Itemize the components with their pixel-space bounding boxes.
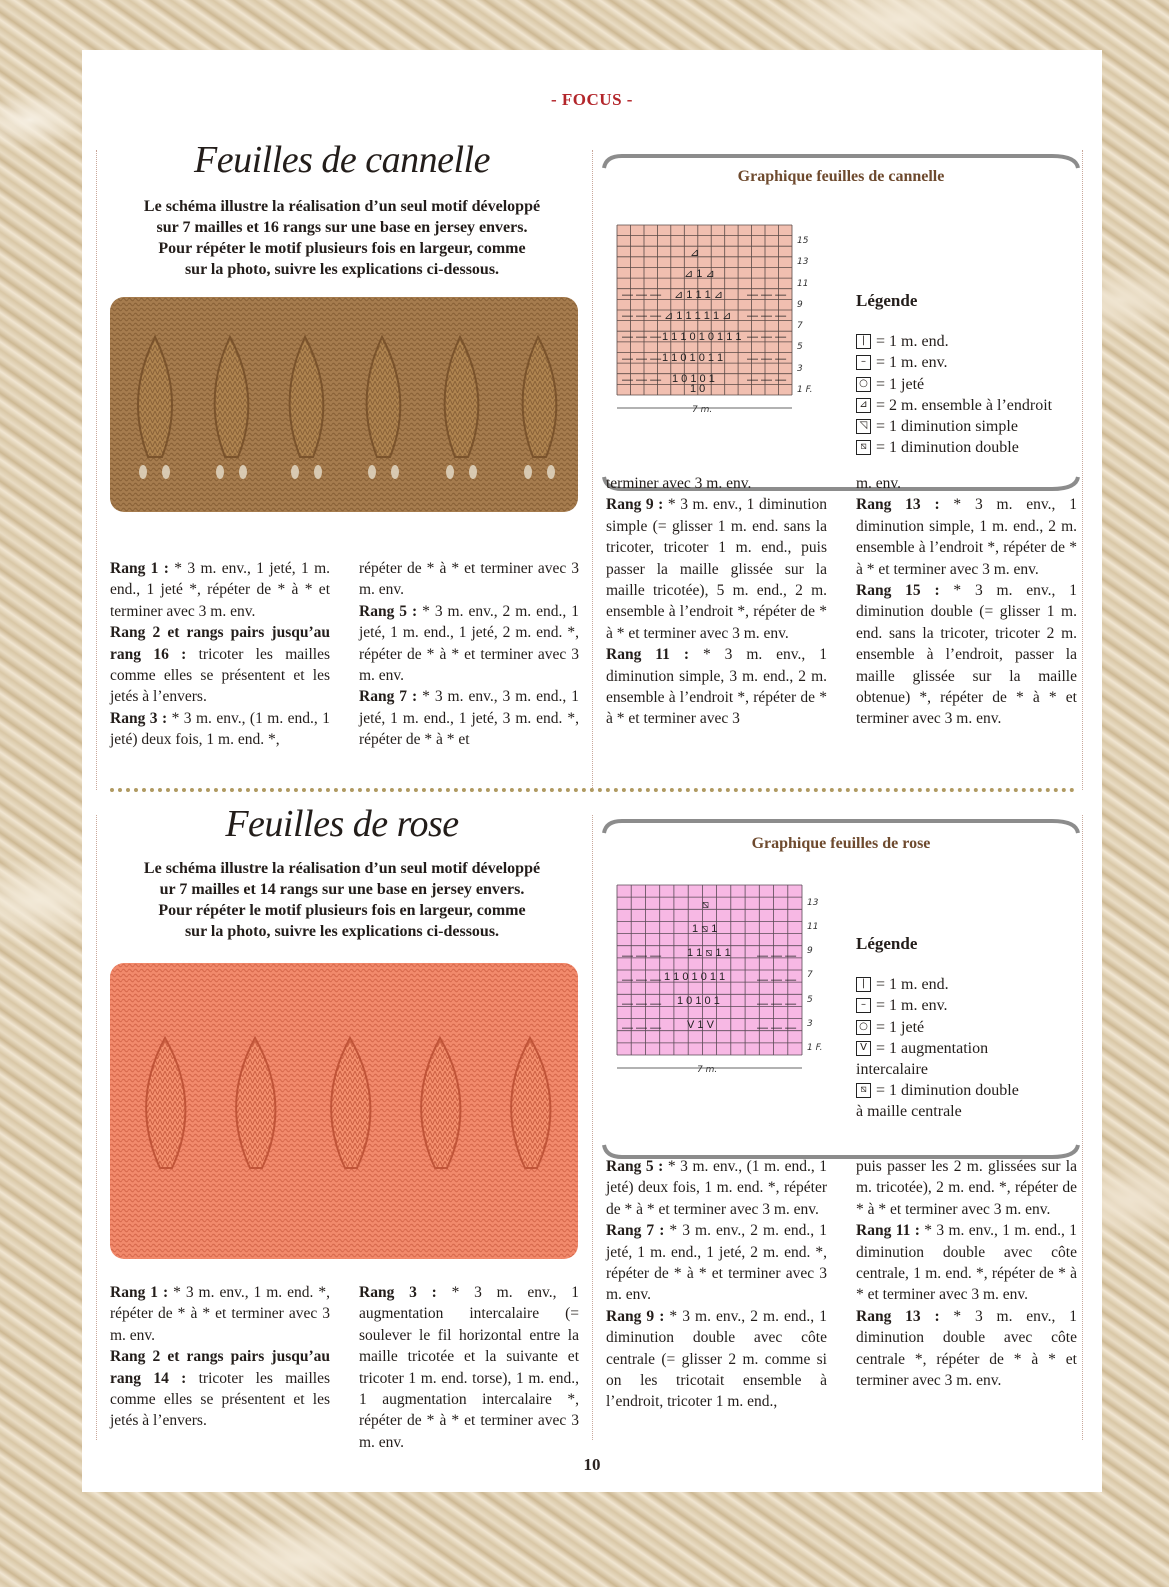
legend-text: = 1 m. env. bbox=[876, 997, 948, 1015]
intro-line: sur la photo, suivre les explications ci-dessous. bbox=[184, 923, 500, 940]
svg-text:1 1 0 1 0 1 1: 1 1 0 1 0 1 1 bbox=[662, 352, 724, 364]
svg-text:1 1 1 0 1 0 1 1 1: 1 1 1 0 1 0 1 1 1 bbox=[662, 331, 742, 343]
instruction-paragraph: terminer avec 3 m. env. bbox=[606, 475, 752, 492]
row-label: Rang 11 : bbox=[606, 646, 689, 664]
intro-line: Pour répéter le motif plusieurs fois en largeur, comme bbox=[158, 240, 526, 257]
instruction-paragraph bbox=[856, 580, 1077, 730]
row-label: Rang 3 : bbox=[110, 709, 168, 727]
row-label: 15 bbox=[797, 236, 809, 246]
rose-knit-photo bbox=[110, 963, 578, 1259]
row-text: * 3 m. env., 1 diminution double avec côte centrale *, répéter de * à * et terminer avec 3 m. env. bbox=[856, 1307, 1077, 1390]
instruction-paragraph bbox=[110, 622, 330, 708]
legend-row bbox=[856, 395, 1080, 416]
row-text: * 3 m. env., (1 m. end., 1 jeté) deux fois, 1 m. end. *, répéter de * à * et terminer avec 3 m. env. bbox=[606, 1158, 827, 1218]
row-text: tricoter les mailles comme elles se présentent et les jetés à l’envers. bbox=[110, 1369, 330, 1430]
width-label: 7 m. bbox=[697, 1065, 718, 1075]
svg-text:— — —: — — — bbox=[747, 310, 787, 322]
instruction-paragraph: m. env. bbox=[856, 475, 902, 492]
svg-text:— — —: — — — bbox=[757, 950, 797, 962]
row-text: * 3 m. env., 1 jeté, 1 m. end., 1 jeté *, répéter de * à * et terminer avec 3 m. env. bbox=[110, 560, 330, 620]
legend-row bbox=[856, 374, 1080, 395]
legend-title: Légende bbox=[856, 934, 918, 953]
row-label: Rang 5 : bbox=[606, 1158, 664, 1175]
svg-text:1 0: 1 0 bbox=[690, 383, 706, 395]
row-text: * 3 m. env., 1 diminution simple, 3 m. end., 2 m. ensemble à l’endroit *, répéter de * à * et terminer avec 3 bbox=[606, 646, 827, 728]
legend-row bbox=[856, 437, 1080, 458]
purl-icon: – bbox=[856, 355, 871, 370]
svg-text:— — —: — — — bbox=[747, 331, 787, 343]
intro-line: sur la photo, suivre les explications ci-dessous. bbox=[184, 261, 500, 278]
column-divider-left bbox=[96, 150, 97, 790]
row-label: 13 bbox=[807, 898, 819, 908]
row-label: Rang 13 : bbox=[856, 496, 940, 514]
svg-text:⊿ 1 ⊿: ⊿ 1 ⊿ bbox=[684, 268, 715, 280]
intro-line: Pour répéter le motif plusieurs fois en largeur, comme bbox=[158, 902, 526, 919]
ssk-icon: ◹ bbox=[856, 419, 871, 434]
cannelle-chart-title: Graphique feuilles de cannelle bbox=[737, 168, 945, 185]
cannelle-knit-photo bbox=[110, 297, 578, 512]
svg-text:— — —: — — — bbox=[622, 998, 662, 1010]
svg-text:1 0 1 0 1: 1 0 1 0 1 bbox=[677, 995, 720, 1007]
row-text: * 3 m. env., 2 m. end., 1 diminution double avec côte centrale (= glisser 2 m. comme si on les tricotait ensemble à l’endroit, tricoter 1 m. end., bbox=[606, 1307, 827, 1411]
row-label: Rang 15 : bbox=[856, 582, 940, 600]
svg-text:— — —: — — — bbox=[622, 289, 662, 301]
cannelle-chart-box bbox=[602, 150, 1080, 495]
row-label: 5 bbox=[797, 342, 803, 352]
row-label: 5 bbox=[807, 995, 813, 1005]
row-text: * 3 m. env., 1 m. end., 1 diminution double avec côte centrale, 1 m. end. *, répéter de * à * et terminer avec 3 m. env. bbox=[856, 1222, 1077, 1304]
legend-text-continued: à maille centrale bbox=[856, 1103, 962, 1121]
knit-icon: | bbox=[856, 977, 871, 992]
instruction-paragraph bbox=[856, 1220, 1077, 1306]
row-text: * 3 m. env., 3 m. end., 1 jeté, 1 m. end., 1 jeté, 3 m. end. *, répéter de * à * et bbox=[359, 688, 579, 749]
svg-text:— — —: — — — bbox=[757, 974, 797, 986]
instruction-paragraph bbox=[359, 601, 579, 687]
svg-text:— — —: — — — bbox=[757, 1022, 797, 1034]
legend-text: = 2 m. ensemble à l’endroit bbox=[876, 396, 1053, 414]
k2tog-icon: ⊿ bbox=[856, 398, 871, 413]
svg-text:— — —: — — — bbox=[622, 353, 662, 365]
row-label: Rang 5 : bbox=[359, 602, 418, 620]
rose-chart-grid bbox=[612, 880, 842, 1090]
magazine-page bbox=[82, 50, 1102, 1492]
cannelle-chart-grid bbox=[612, 220, 842, 420]
svg-text:— — —: — — — bbox=[747, 374, 787, 386]
legend-text: = 1 diminution double bbox=[876, 439, 1019, 457]
rose-text-col-2 bbox=[359, 1282, 579, 1453]
legend-text: = 1 m. end. bbox=[876, 976, 949, 994]
intro-line: Le schéma illustre la réalisation d’un seul motif développé bbox=[143, 198, 541, 215]
column-divider-right bbox=[1082, 150, 1083, 790]
row-label: 13 bbox=[797, 257, 809, 267]
row-text: * 3 m. env., 2 m. end., 1 jeté, 1 m. end., 1 jeté, 2 m. end. *, répéter de * à * et terminer avec 3 m. env. bbox=[359, 602, 579, 685]
svg-text:⧅: ⧅ bbox=[702, 899, 709, 911]
rose-intro bbox=[102, 858, 582, 942]
legend-row bbox=[856, 416, 1080, 437]
row-label: Rang 1 : bbox=[110, 560, 169, 577]
row-text: * 3 m. env., 1 diminution double (= glisser 1 m. end. sans la tricoter, tricoter 2 m. ensemble à l’endroit, passer la maille glissée sur la maille obtenue) *, répéter de * à * et terminer avec 3 m. env. bbox=[856, 582, 1077, 728]
svg-text:— — —: — — — bbox=[622, 974, 662, 986]
row-label: 9 bbox=[807, 946, 813, 956]
yarn-over-icon: ○ bbox=[856, 377, 871, 392]
legend-row bbox=[856, 331, 1080, 352]
intro-line: ur 7 mailles et 14 rangs sur une base en jersey envers. bbox=[159, 881, 525, 898]
rose-text-col-3 bbox=[606, 1156, 827, 1413]
cannelle-intro bbox=[102, 196, 582, 280]
legend-title: Légende bbox=[856, 291, 918, 310]
instruction-paragraph bbox=[856, 494, 1077, 580]
svg-text:— — —: — — — bbox=[622, 310, 662, 322]
top-brace bbox=[602, 815, 1080, 835]
rose-text-col-1 bbox=[110, 1282, 330, 1432]
row-text: * 3 m. env., 1 diminution simple (= glisser 1 m. end. sans la tricoter, tricoter 1 m. end., puis passer la maille glissée sur la maille tricotée), 5 m. end., 2 m. ensemble à l’endroit *, répéter de * à * et terminer avec 3 m. env. bbox=[606, 496, 827, 642]
legend-text: = 1 diminution double bbox=[876, 1082, 1019, 1100]
cannelle-text-col-2 bbox=[359, 558, 579, 751]
rose-chart-title: Graphique feuilles de rose bbox=[751, 835, 931, 852]
section-header: - FOCUS - bbox=[551, 90, 633, 109]
instruction-paragraph bbox=[110, 1282, 330, 1346]
rose-legend bbox=[856, 933, 1080, 1123]
row-label: 9 bbox=[797, 300, 803, 310]
instruction-paragraph bbox=[110, 1346, 330, 1432]
legend-row bbox=[856, 1038, 1080, 1059]
legend-text-continued: intercalaire bbox=[856, 1061, 928, 1079]
svg-text:⊿: ⊿ bbox=[690, 247, 700, 259]
intro-line: sur 7 mailles et 16 rangs sur une base en jersey envers. bbox=[156, 219, 528, 236]
svg-text:1 0 1 0 1: 1 0 1 0 1 bbox=[672, 373, 715, 385]
svg-text:— — —: — — — bbox=[622, 950, 662, 962]
column-divider-left-2 bbox=[96, 815, 97, 1440]
svg-text:— — —: — — — bbox=[747, 353, 787, 365]
double-decrease-icon: ⧅ bbox=[856, 440, 871, 455]
cannelle-text-col-4 bbox=[856, 473, 1077, 730]
svg-text:— — —: — — — bbox=[747, 289, 787, 301]
rose-title: Feuilles de rose bbox=[225, 803, 459, 845]
row-label: 3 bbox=[807, 1019, 813, 1029]
row-label: Rang 2 et rangs pairs jusqu’au rang 16 : bbox=[110, 624, 330, 663]
intro-line: Le schéma illustre la réalisation d’un seul motif développé bbox=[143, 860, 541, 877]
row-label: Rang 7 : bbox=[606, 1222, 665, 1240]
yarn-over-icon: ○ bbox=[856, 1020, 871, 1035]
cannelle-legend bbox=[856, 290, 1080, 458]
svg-text:V 1 V: V 1 V bbox=[687, 1019, 714, 1031]
row-text: * 3 m. env., 1 m. end. *, répéter de * à * et terminer avec 3 m. env. bbox=[110, 1284, 330, 1344]
legend-text: = 1 augmentation bbox=[876, 1039, 989, 1057]
row-text: * 3 m. env., 1 augmentation intercalaire (= soulever le fil horizontal entre la maille tricotée et la suivante et tricoter 1 m. end. torse), 1 m. end., 1 augmentation intercalaire *, répéter de * à * et terminer avec 3 m. env. bbox=[359, 1284, 579, 1451]
row-label: 11 bbox=[807, 922, 819, 932]
instruction-paragraph: puis passer les 2 m. glissées sur la m. tricotée), 2 m. end. *, répéter de * à * et terminer avec 3 m. env. bbox=[856, 1158, 1077, 1218]
legend-row bbox=[856, 974, 1080, 995]
row-label: Rang 13 : bbox=[856, 1307, 940, 1325]
row-text: tricoter les mailles comme elles se présentent et les jetés à l’envers. bbox=[110, 645, 330, 706]
section-divider bbox=[110, 788, 1075, 792]
row-text: * 3 m. env., 1 diminution simple, 1 m. end., 2 m. ensemble à l’endroit *, répéter de * à * et terminer avec 3 m. env. bbox=[856, 496, 1077, 578]
row-text: * 3 m. env., (1 m. end., 1 jeté) deux fois, 1 m. end. *, bbox=[110, 709, 330, 749]
row-label: 7 bbox=[807, 970, 813, 980]
purl-icon: – bbox=[856, 998, 871, 1013]
legend-row bbox=[856, 1017, 1080, 1038]
svg-text:1 1 0 1 0 1 1: 1 1 0 1 0 1 1 bbox=[664, 971, 726, 983]
row-label: Rang 3 : bbox=[359, 1284, 437, 1301]
legend-row bbox=[856, 1080, 1080, 1101]
legend-text: = 1 jeté bbox=[876, 375, 925, 393]
knit-icon: | bbox=[856, 334, 871, 349]
instruction-paragraph bbox=[110, 558, 330, 622]
instruction-paragraph bbox=[606, 1220, 827, 1306]
cannelle-text-col-3 bbox=[606, 473, 827, 730]
svg-text:⊿ 1 1 1 ⊿: ⊿ 1 1 1 ⊿ bbox=[674, 289, 724, 301]
legend-text: = 1 jeté bbox=[876, 1018, 925, 1036]
column-divider-middle-2 bbox=[592, 815, 593, 1440]
column-divider-middle bbox=[592, 150, 593, 790]
row-label: 7 bbox=[797, 321, 803, 331]
legend-row bbox=[856, 352, 1080, 373]
instruction-paragraph bbox=[856, 1306, 1077, 1392]
instruction-paragraph bbox=[359, 686, 579, 750]
legend-text: = 1 diminution simple bbox=[876, 418, 1018, 436]
row-label: 3 bbox=[797, 364, 803, 374]
svg-text:— — —: — — — bbox=[757, 998, 797, 1010]
column-divider-right-2 bbox=[1082, 815, 1083, 1440]
instruction-paragraph bbox=[606, 1156, 827, 1220]
page-number: 10 bbox=[583, 1455, 601, 1474]
row-label: 1 F. bbox=[797, 385, 813, 395]
legend-row bbox=[856, 995, 1080, 1016]
row-label: Rang 1 : bbox=[110, 1284, 169, 1301]
top-brace bbox=[602, 150, 1080, 170]
svg-text:1 1 ⧅ 1 1: 1 1 ⧅ 1 1 bbox=[687, 947, 731, 959]
row-label: Rang 9 : bbox=[606, 496, 664, 514]
legend-text: = 1 m. end. bbox=[876, 333, 949, 351]
instruction-paragraph bbox=[606, 1306, 827, 1413]
instruction-paragraph bbox=[606, 644, 827, 730]
instruction-paragraph: répéter de * à * et terminer avec 3 m. env. bbox=[359, 560, 579, 599]
rose-chart-box bbox=[602, 815, 1080, 1165]
instruction-paragraph bbox=[110, 708, 330, 751]
make-one-icon: V bbox=[856, 1041, 871, 1056]
central-double-decrease-icon: ⧅ bbox=[856, 1083, 871, 1098]
row-text: * 3 m. env., 2 m. end., 1 jeté, 1 m. end., 1 jeté, 2 m. end. *, répéter de * à * et terminer avec 3 m. env. bbox=[606, 1222, 827, 1304]
svg-text:1 ⧅ 1: 1 ⧅ 1 bbox=[692, 923, 718, 935]
instruction-paragraph bbox=[359, 1282, 579, 1453]
row-label: 1 F. bbox=[807, 1043, 823, 1053]
svg-text:— — —: — — — bbox=[622, 1022, 662, 1034]
svg-text:— — —: — — — bbox=[622, 331, 662, 343]
svg-text:— — —: — — — bbox=[622, 374, 662, 386]
row-label: 11 bbox=[797, 279, 809, 289]
row-label: Rang 9 : bbox=[606, 1307, 665, 1325]
legend-text: = 1 m. env. bbox=[876, 354, 948, 372]
row-label: Rang 7 : bbox=[359, 688, 418, 706]
row-label: Rang 11 : bbox=[856, 1222, 920, 1240]
width-label: 7 m. bbox=[692, 405, 713, 415]
row-label: Rang 2 et rangs pairs jusqu’au rang 14 : bbox=[110, 1348, 330, 1387]
rose-text-col-4 bbox=[856, 1156, 1077, 1391]
cannelle-title: Feuilles de cannelle bbox=[194, 139, 490, 181]
svg-text:⊿ 1 1 1 1 1 ⊿: ⊿ 1 1 1 1 1 ⊿ bbox=[664, 310, 732, 322]
cannelle-text-col-1 bbox=[110, 558, 330, 751]
instruction-paragraph bbox=[606, 494, 827, 644]
